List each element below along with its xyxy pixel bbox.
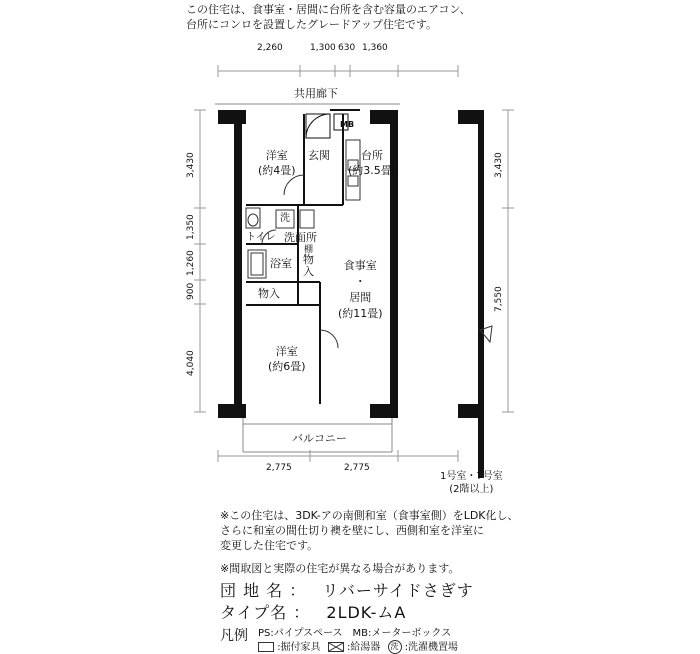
type-name-row xyxy=(220,600,406,623)
complex-name-value: リバーサイドさぎす xyxy=(322,581,474,600)
complex-name-row xyxy=(220,578,474,601)
bottom-note-line3: 変更した住宅です。 xyxy=(220,539,319,552)
legend-line1: PS:パイプスペース MB:メーターボックス xyxy=(258,628,452,639)
shelf-label: 棚 xyxy=(304,245,314,255)
bottom-note xyxy=(220,508,519,576)
dining-label: 食事室 xyxy=(343,259,377,272)
top-dimension-lines xyxy=(218,65,458,77)
dim-right-2: 7,550 xyxy=(494,286,504,312)
legend-furniture: :掘付家具 xyxy=(277,642,321,653)
dim-top-3: 630 xyxy=(338,43,356,53)
kitchen-label: 台所 xyxy=(361,149,384,162)
legend-title: 凡例 xyxy=(220,628,248,644)
dim-top-4: 1,360 xyxy=(362,43,388,53)
meter-box-label: MB xyxy=(340,120,355,129)
dim-right-1: 3,430 xyxy=(494,152,504,178)
corridor-label: 共用廊下 xyxy=(294,87,338,100)
top-note-line1: この住宅は、食事室・居間に台所を含む容量のエアコン、 xyxy=(186,3,471,16)
western-room-1-size: (約4畳) xyxy=(258,164,296,177)
dining-living-room xyxy=(338,258,383,322)
water-heater-legend-icon xyxy=(328,642,344,652)
western-room-2-size: (約6畳) xyxy=(268,360,306,373)
bath-label: 浴室 xyxy=(270,257,292,270)
washer-symbol: 洗 xyxy=(280,213,290,224)
bottom-note-line4: ※間取図と実際の住宅が異なる場合があります。 xyxy=(220,562,460,575)
storage-1-label-a: 物 xyxy=(303,253,314,266)
top-note-line2: 台所にコンロを設置したグレードアップ住宅です。 xyxy=(186,18,438,31)
dim-left-1: 3,430 xyxy=(186,152,196,178)
dim-left-2: 1,350 xyxy=(186,214,196,240)
legend-line2 xyxy=(258,638,458,654)
western-room-1 xyxy=(258,148,296,178)
unit-label-line2: (2階以上) xyxy=(449,484,494,495)
room-doors xyxy=(284,175,492,348)
bathtub xyxy=(248,250,266,278)
kitchen-room xyxy=(348,148,396,178)
unit-label xyxy=(440,470,503,496)
dining-dot: ・ xyxy=(354,275,366,288)
western-room-1-label: 洋室 xyxy=(265,149,288,162)
kitchen-size: (約3.5畳) xyxy=(348,164,397,177)
storage-1 xyxy=(303,254,314,278)
dim-top-1: 2,260 xyxy=(257,43,283,53)
type-name-value: 2LDK-ムA xyxy=(326,603,407,622)
western-room-2-label: 洋室 xyxy=(275,345,298,358)
type-name-label: タイプ名 ： xyxy=(220,603,311,622)
legend-heater: :給湯器 xyxy=(346,642,381,653)
dim-left-3: 1,260 xyxy=(186,250,196,276)
dim-bottom-1: 2,775 xyxy=(266,463,292,473)
legend-washer: :洗濯機置場 xyxy=(404,642,459,653)
bottom-note-line1: ※この住宅は、3DK-アの南側和室（食事室側）をLDK化し、 xyxy=(220,509,519,522)
living-label: 居間 xyxy=(349,291,372,304)
washer-legend-icon: 洗 xyxy=(388,640,402,654)
dim-bottom-2: 2,775 xyxy=(344,463,370,473)
dim-top-2: 1,300 xyxy=(310,43,336,53)
toilet-label: トイレ xyxy=(246,232,276,243)
balcony-label: バルコニー xyxy=(292,432,347,445)
entrance-label: 玄関 xyxy=(308,149,330,162)
living-size: (約11畳) xyxy=(338,307,383,320)
storage-2-label: 物入 xyxy=(258,287,280,300)
western-room-2 xyxy=(268,344,306,374)
dim-left-5: 4,040 xyxy=(186,350,196,376)
dim-left-4: 900 xyxy=(186,282,196,300)
storage-1-label-b: 入 xyxy=(303,265,314,278)
unit-label-line1: 1号室・7号室 xyxy=(440,471,503,482)
furniture-legend-icon xyxy=(258,642,274,652)
bottom-note-line2: さらに和室の間仕切り襖を壁にし、西側和室を洋室に xyxy=(220,524,484,537)
washroom-label: 洗面所 xyxy=(284,231,317,244)
complex-name-label: 団 地 名 ： xyxy=(220,581,307,600)
